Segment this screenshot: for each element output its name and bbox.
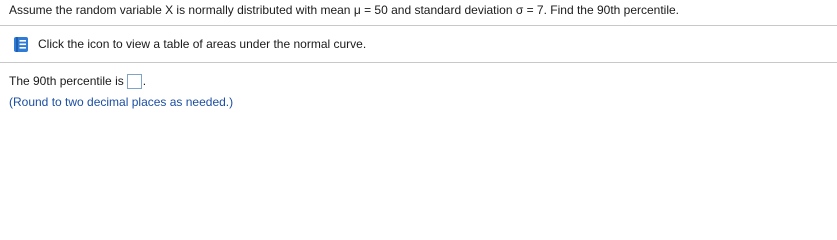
answer-suffix: . xyxy=(142,74,147,88)
divider-top xyxy=(0,25,837,26)
table-book-icon[interactable] xyxy=(13,36,29,53)
question-text: Assume the random variable X is normally distributed with mean μ = 50 and standard deviation σ = 7. Find the 90th percentile. xyxy=(9,3,680,17)
answer-input[interactable] xyxy=(127,74,142,89)
answer-label: The 90th percentile is xyxy=(9,74,124,88)
answer-row xyxy=(9,72,146,90)
help-row xyxy=(13,35,366,53)
rounding-hint: (Round to two decimal places as needed.) xyxy=(9,95,234,109)
divider-middle xyxy=(0,62,837,63)
help-text: Click the icon to view a table of areas under the normal curve. xyxy=(38,37,367,51)
